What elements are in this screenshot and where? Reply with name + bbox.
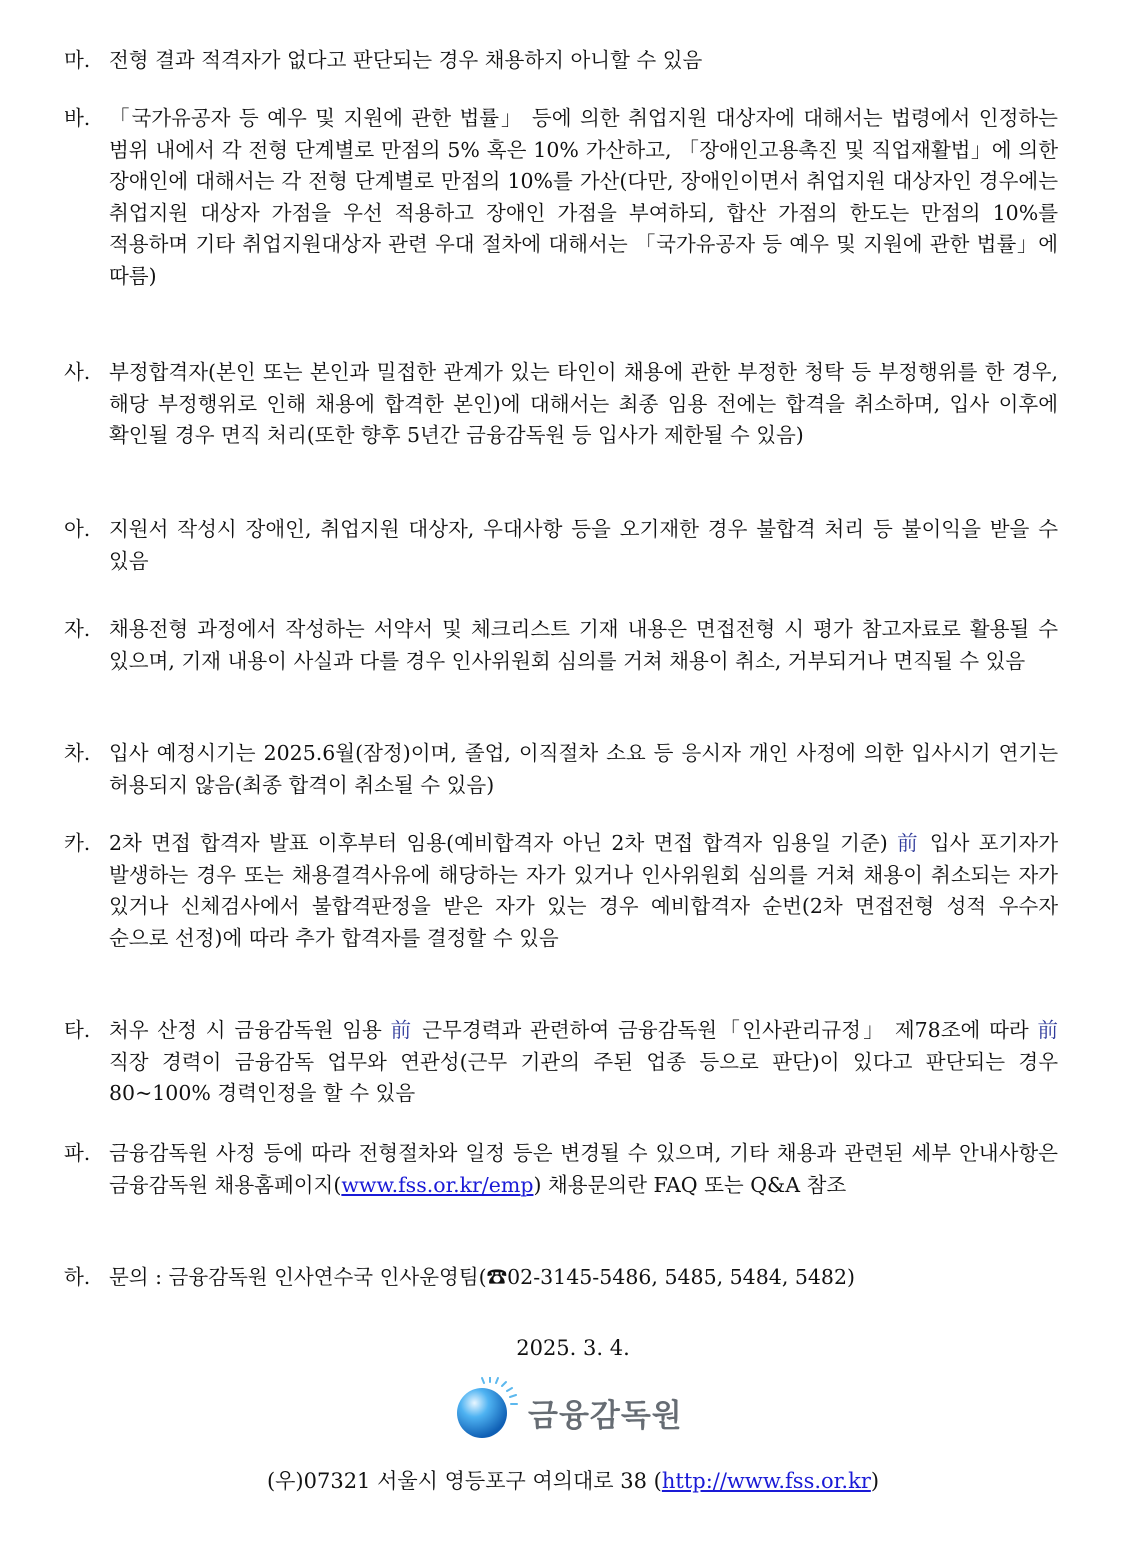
hanja-before: 前 [390,1018,414,1042]
item-marker: 사. [64,360,91,384]
fss-globe-emblem-icon [452,1377,518,1441]
item-marker: 마. [64,48,91,72]
item-text: 「국가유공자 등 예우 및 지원에 관한 법률」 등에 의한 취업지원 대상자에 대해서는 법령에서 인정하는 범위 내에서 각 전형 단계별로 만점의 5% 혹은 10% 가산하고, 「장애인고용촉진 및 직업재활법」에 의한 장애인에 대해서는 각 전형 단계별로 만점의 10%를 가산(다만, 장애인이면서 취업지원 대상자인 경우에는 취업지원 대상자 가점을 우선 적용하고 장애인 가점을 부여하되, 합산 가점의 한도는 만점의 10%를 적용하며 기타 취업지원대상자 관련 우대 절차에 대해서는 「국가유공자 등 예우 및 지원에 관한 법률」에 따름) [109,106,1058,288]
item-marker: 자. [64,617,91,641]
notice-item-ja [64,614,1058,677]
item-marker: 차. [64,741,91,765]
item-text: 채용전형 과정에서 작성하는 서약서 및 체크리스트 기재 내용은 면접전형 시 평가 참고자료로 활용될 수 있으며, 기재 내용이 사실과 다를 경우 인사위원회 심의를 거쳐 채용이 취소, 거부되거나 면직될 수 있음 [109,617,1058,673]
fss-logo [452,1377,682,1441]
recruit-homepage-link[interactable]: www.fss.or.kr/emp [341,1172,534,1197]
logo-text: 금융감독원 [528,1398,683,1434]
document-date: 2025. 3. 4. [516,1336,630,1360]
item-marker: 파. [64,1141,91,1165]
item-marker: 타. [64,1018,91,1042]
notice-item-ha [64,1262,1058,1294]
notice-item-ma [64,45,1058,77]
item-text: 입사 예정시기는 2025.6월(잠정)이며, 졸업, 이직절차 소요 등 응시자 개인 사정에 의한 입사시기 연기는 허용되지 않음(최종 합격이 취소될 수 있음) [109,741,1058,797]
item-text: 지원서 작성시 장애인, 취업지원 대상자, 우대사항 등을 오기재한 경우 불합격 처리 등 불이익을 받을 수 있음 [109,517,1058,573]
item-text: 문의 : 금융감독원 인사연수국 인사운영팀(☎02-3145-5486, 5485, 5484, 5482) [109,1265,856,1289]
notice-item-ba [64,103,1058,292]
hanja-before: 前 [897,831,921,855]
notice-item-ka [64,828,1058,954]
item-text: 전형 결과 적격자가 없다고 판단되는 경우 채용하지 아니할 수 있음 [109,48,703,72]
notice-item-sa [64,357,1058,452]
item-text: 부정합격자(본인 또는 본인과 밀접한 관계가 있는 타인이 채용에 관한 부정한 청탁 등 부정행위를 한 경우, 해당 부정행위로 인해 채용에 합격한 본인)에 대해서는 최종 임용 전에는 합격을 취소하며, 입사 이후에 확인될 경우 면직 처리(또한 향후 5년간 금융감독원 등 입사가 제한될 수 있음) [109,360,1058,447]
item-text: 처우 산정 시 금융감독원 임용 前 근무경력과 관련하여 금융감독원「인사관리규정」 제78조에 따라 前 직장 경력이 금융감독 업무와 연관성(근무 기관의 주된 업종 등으로 판단)이 있다고 판단되는 경우 80~100% 경력인정을 할 수 있음 [109,1018,1059,1105]
hanja-before: 前 [1037,1018,1059,1042]
item-marker: 바. [64,106,91,130]
notice-item-cha [64,738,1058,801]
item-text: 2차 면접 합격자 발표 이후부터 임용(예비합격자 아닌 2차 면접 합격자 임용일 기준) 前 입사 포기자가 발생하는 경우 또는 채용결격사유에 해당하는 자가 있거나 인사위원회 심의를 거쳐 채용이 취소되는 자가 있거나 신체검사에서 불합격판정을 받은 자가 있는 경우 예비합격자 순번(2차 면접전형 성적 우수자 순으로 선정)에 따라 추가 합격자를 결정할 수 있음 [109,831,1058,950]
item-marker: 카. [64,831,91,855]
postal-address: (우)07321 서울시 영등포구 여의대로 38 (http://www.fss.or.kr) [266,1469,880,1493]
phone-icon: ☎ [486,1265,508,1289]
fss-website-link[interactable]: http://www.fss.or.kr [661,1469,871,1493]
item-marker: 아. [64,517,91,541]
notice-item-a [64,514,1058,577]
item-text: 금융감독원 사정 등에 따라 전형절차와 일정 등은 변경될 수 있으며, 기타 채용과 관련된 세부 안내사항은 금융감독원 채용홈페이지(www.fss.or.kr/emp) 채용문의란 FAQ 또는 Q&A 참조 [109,1141,1058,1197]
notice-item-pa [64,1138,1058,1201]
notice-item-ta [64,1015,1058,1110]
item-marker: 하. [64,1265,91,1289]
